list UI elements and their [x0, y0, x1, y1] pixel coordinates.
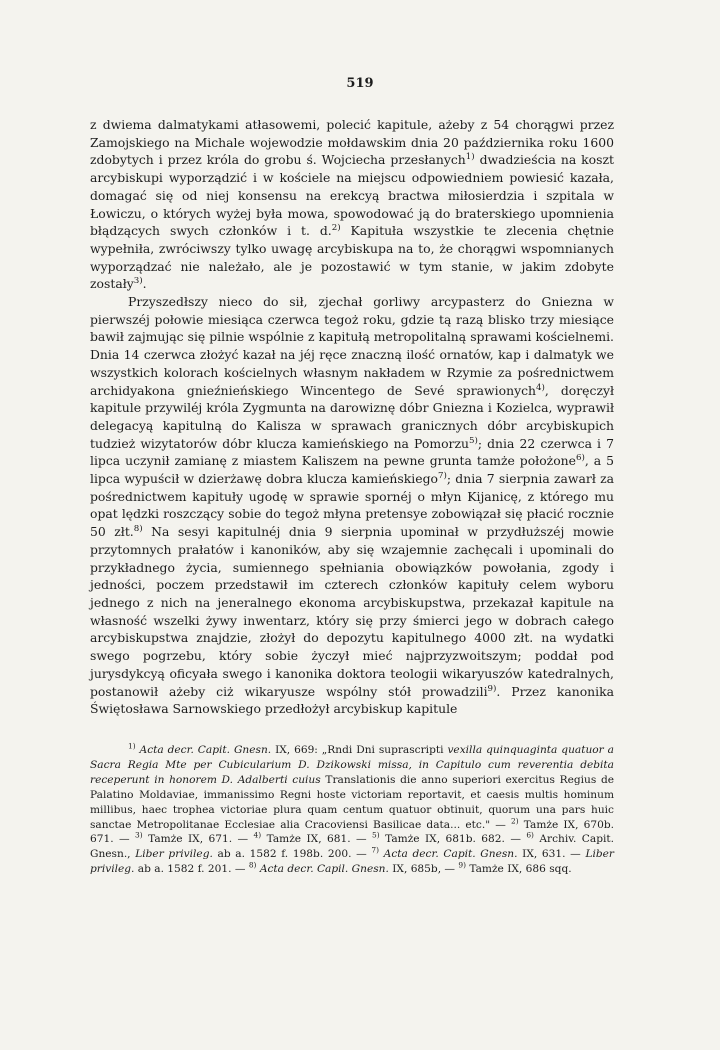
- footnote-text: IX, 685b, —: [388, 863, 459, 876]
- footnote-ref: 9): [487, 683, 497, 694]
- citation-italic: Acta decr. Capit. Gnesn.: [383, 848, 518, 861]
- footnote-text: IX, 631. —: [517, 848, 586, 861]
- page-number: 519: [346, 76, 374, 91]
- footnotes: [90, 743, 614, 877]
- footnote-text: IX, 669: „Rndi Dni suprascripti: [271, 744, 448, 756]
- footnote-block: [90, 743, 614, 877]
- text-run: ; dnia 7 sierpnia zawarł za pośrednictwem kapituły ugodę w sprawie spornéj o młyn Kijanicę, z którego mu opat lędzki roszczący sobie do tegoż młyna pretensye zobowiązał się płacić rocznie 50 złt.: [90, 471, 614, 540]
- footnote-ref: 2): [331, 223, 341, 234]
- footnote-ref: 8): [133, 524, 143, 535]
- footnote-marker: 6): [526, 830, 534, 840]
- footnote-text: Translationis die anno superiori exercitus Regius de Palatino Moldaviae, immanissimo Regni hoste victoriam reportavit, et caesis multis hominum millibus, haec trophea victoriae plura quam centum quatuor obtinuit, quorum una pars huic sanctae Metropolitanae Ecclesiae alia Cracoviensi Basilicae data... etc." —: [90, 773, 614, 831]
- footnote-text: Tamże IX, 681. —: [261, 833, 373, 846]
- footnote-marker: 3): [135, 830, 143, 840]
- footnote-text: ab a. 1582 f. 198b. 200. —: [212, 848, 372, 861]
- text-run: Na sesyi kapitulnéj dnia 9 sierpnia upominał w przydłuższéj mowie przytomnych prałatów i kanoników, aby się wzajemnie zachęcali i upominali do przykładnego życia, sumiennego spełniania obowiązków powołania, zgody i jedności, poczem przedstawił im czterech członków kapituły celem wyboru jednego z nich na jeneralnego ekonoma arcybiskupstwa, przekazał kapitule na własność wszelki żywy inwentarz, który się przy śmierci jego w dobrach całego arcybiskupstwa znajdzie, złożył do depozytu kapitulnego 4000 złt. na wydatki swego pogrzebu, który sobie życzył mieć najprzyzwoitszym; poddał pod jurysdykcyą oficyała swego i kanonika doktora teologii wikaryuszów katedralnych, postanowił ażeby ciż wikaryusze wspólny stół prowadzili: [90, 524, 614, 699]
- footnote-text: Tamże IX, 681b. 682. —: [379, 833, 527, 846]
- paragraph-1: [90, 116, 614, 293]
- footnote-marker: 2): [510, 816, 519, 825]
- footnote-text: Archiv. Capit. Gnesn.,: [90, 833, 614, 861]
- footnote-marker: 9): [458, 860, 466, 870]
- footnote-ref: 6): [575, 453, 585, 464]
- footnote-marker: 5): [372, 830, 380, 840]
- footnote-marker: 8): [248, 860, 257, 870]
- footnote-ref: 5): [468, 435, 478, 446]
- footnote-text: Tamże IX, 686 sqq.: [466, 863, 572, 876]
- citation-italic: Acta decr. Capit. Gnesn.: [139, 744, 272, 756]
- text-run: .: [142, 276, 147, 292]
- text-run: . Przez kanonika Świętosława Sarnowskiego przedłożył arcybiskup kapitule: [90, 683, 614, 717]
- footnote-ref: 1): [465, 152, 475, 163]
- citation-italic: Acta decr. Capil. Gnesn.: [259, 863, 389, 876]
- footnote-ref: 3): [133, 276, 143, 287]
- footnote-ref: 4): [535, 382, 545, 393]
- text-run: ; dnia 22 czerwca i 7 lipca uczynił zamianę z miastem Kaliszem na pewne grunta tamże położone: [90, 435, 614, 469]
- main-text: [90, 116, 614, 718]
- text-run: , a 5 lipca wypuścił w dzierżawę dobra klucza kamieńskiego: [90, 453, 614, 487]
- paragraph-2: [90, 293, 614, 718]
- footnote-text: Tamże IX, 671. —: [142, 833, 254, 846]
- text-run: , doręczył kapitule przywiléj króla Zygmunta na darowiznę dóbr Gniezna i Kozielca, wyprawił delegacyą kapitulną do Kalisza w sprawach granicznych dóbr arcybiskupich tudzież wizytatorów dóbr klucza kamieńskiego na Pomorzu: [90, 382, 614, 451]
- text-run: dwadzieścia na koszt arcybiskupi wyporządzić i w kościele na miejscu odpowiedniem powiesić kazała, domagać się od niej konsensu na erekcyą bractwa miłosierdzia i szpitala w Łowiczu, o których wyżej była mowa, spowodować ją do braterskiego upomnienia błądzących swych członków i t. d.: [90, 152, 614, 239]
- citation-italic: Liber privileg.: [135, 848, 213, 861]
- footnote-ref: 7): [437, 470, 447, 481]
- citation-italic: vexilla quinquaginta quatuor a Sacra Regia Mte per Cubicularium D. Dzikowski missa, in Capitulo cum reverentia debita receperunt in honorem D. Adalberti cuius: [90, 744, 614, 786]
- text-run: z dwiema dalmatykami atłasowemi, polecić kapitule, ażeby z 54 chorągwi przez Zamojskiego na Michale wojewodzie mołdawskim dnia 20 października roku 1600 zdobytych i przez króla do grobu ś. Wojciecha przesłanych: [90, 117, 614, 168]
- footnote-text: Tamże IX, 670b. 671. —: [90, 818, 614, 846]
- footnote-marker: 4): [253, 830, 262, 840]
- text-run: Przyszedłszy nieco do sił, zjechał gorliwy arcypasterz do Gniezna w pierwszéj połowie miesiąca czerwca tegoż roku, gdzie tą razą blisko trzy miesiące bawił zajmując się pilnie wspólnie z kapitułą metropolitalną sprawami kościelnemi. Dnia 14 czerwca złożyć kazał na jéj ręce znaczną ilość ornatów, kap i dalmatyk we wszystkich kolorach kościelnych własnym nakładem w Rzymie za pośrednictwem archidyakona gnieźnieńskiego Wincentego de Sevé sprawionych: [90, 294, 614, 398]
- footnote-marker: 1): [128, 741, 136, 751]
- footnote-text: ab a. 1582 f. 201. —: [134, 863, 249, 876]
- citation-italic: Liber privileg.: [90, 848, 614, 876]
- text-run: Kapituła wszystkie te zlecenia chętnie wypełniła, zwróciwszy tylko uwagę arcybiskupa na to, że chorągwi wspomnianych wyporządzać nie należało, ale je pozostawić w tym stanie, w jakim zdobyte zostały: [90, 223, 614, 292]
- footnote-marker: 7): [371, 845, 379, 855]
